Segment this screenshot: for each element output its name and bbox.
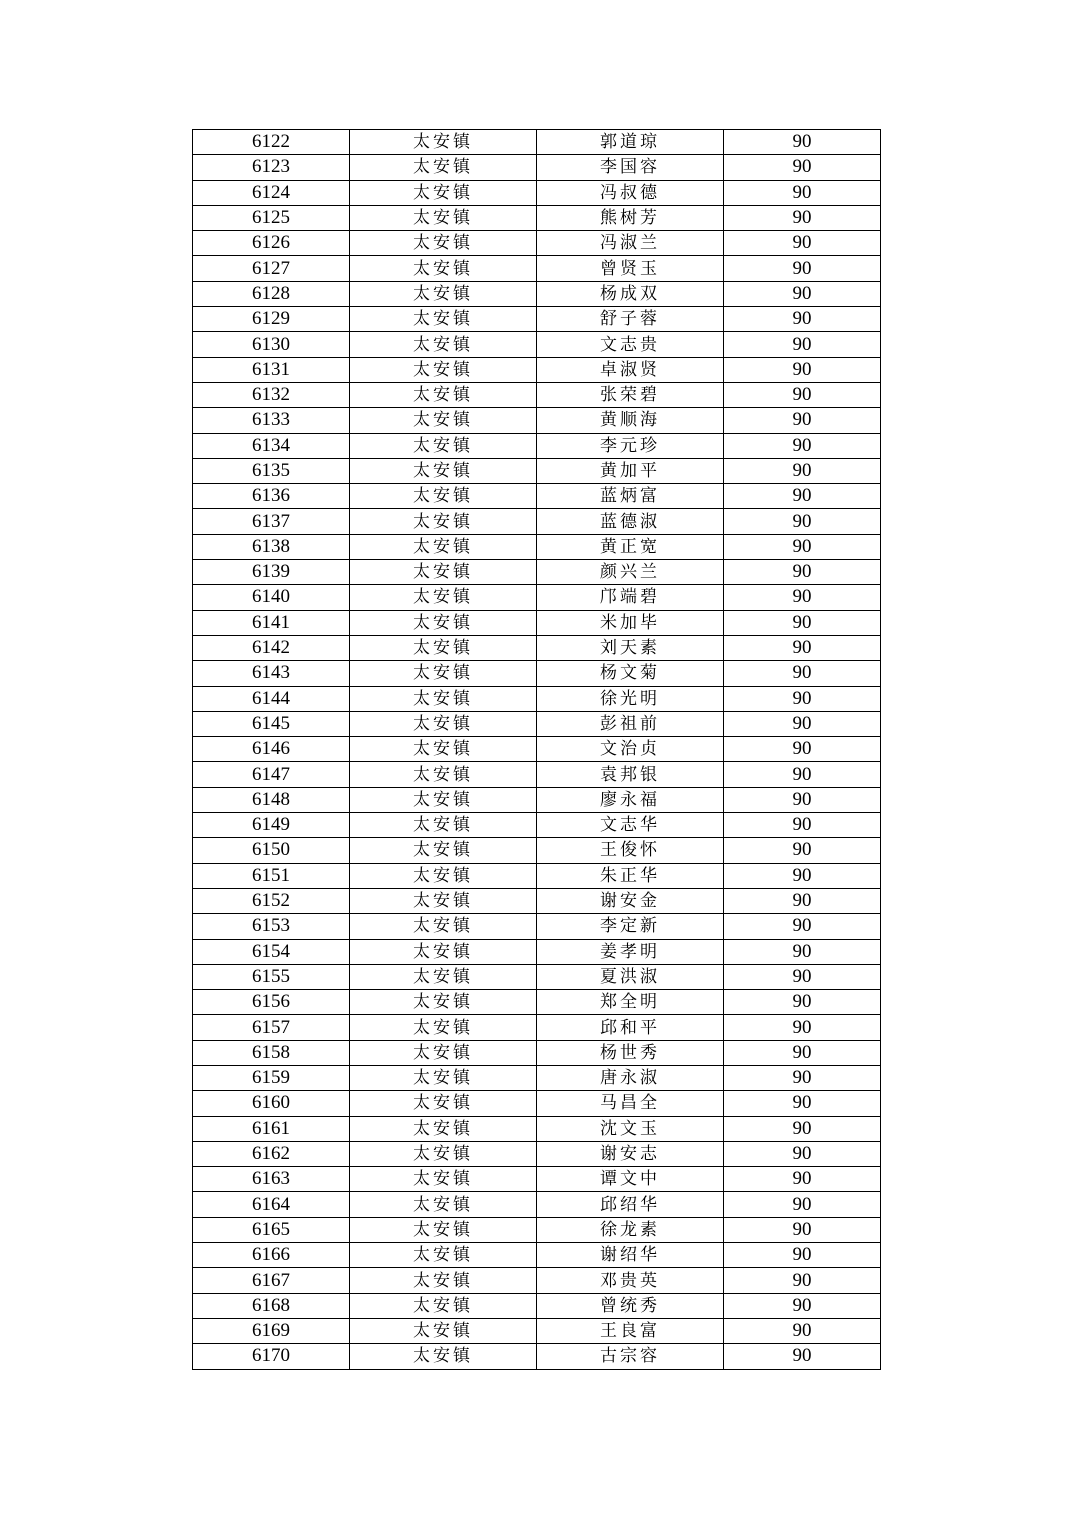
name-cell: 徐龙素 (537, 1217, 724, 1242)
name-cell: 邝端碧 (537, 585, 724, 610)
amount-cell: 90 (724, 711, 881, 736)
name-cell: 李国容 (537, 155, 724, 180)
town-cell: 太安镇 (350, 281, 537, 306)
town-cell: 太安镇 (350, 990, 537, 1015)
name-cell: 邱和平 (537, 1015, 724, 1040)
name-cell: 蓝炳富 (537, 484, 724, 509)
amount-cell: 90 (724, 964, 881, 989)
table-row (193, 686, 881, 711)
serial-number-cell: 6144 (193, 686, 350, 711)
name-cell: 卓淑贤 (537, 357, 724, 382)
amount-cell: 90 (724, 1116, 881, 1141)
amount-cell: 90 (724, 635, 881, 660)
amount-cell: 90 (724, 1344, 881, 1369)
town-cell: 太安镇 (350, 1167, 537, 1192)
town-cell: 太安镇 (350, 914, 537, 939)
name-cell: 曾统秀 (537, 1293, 724, 1318)
serial-number-cell: 6141 (193, 610, 350, 635)
table-row (193, 585, 881, 610)
town-cell: 太安镇 (350, 484, 537, 509)
amount-cell: 90 (724, 914, 881, 939)
serial-number-cell: 6169 (193, 1318, 350, 1343)
name-cell: 朱正华 (537, 863, 724, 888)
table-row (193, 1217, 881, 1242)
name-cell: 谢安金 (537, 888, 724, 913)
amount-cell: 90 (724, 484, 881, 509)
town-cell: 太安镇 (350, 813, 537, 838)
serial-number-cell: 6122 (193, 130, 350, 155)
name-cell: 姜孝明 (537, 939, 724, 964)
name-cell: 蓝德淑 (537, 509, 724, 534)
town-cell: 太安镇 (350, 307, 537, 332)
table-row (193, 458, 881, 483)
town-cell: 太安镇 (350, 382, 537, 407)
name-cell: 邱绍华 (537, 1192, 724, 1217)
serial-number-cell: 6125 (193, 205, 350, 230)
table-row (193, 281, 881, 306)
town-cell: 太安镇 (350, 863, 537, 888)
amount-cell: 90 (724, 1318, 881, 1343)
name-cell: 马昌全 (537, 1091, 724, 1116)
serial-number-cell: 6135 (193, 458, 350, 483)
town-cell: 太安镇 (350, 458, 537, 483)
amount-cell: 90 (724, 1015, 881, 1040)
town-cell: 太安镇 (350, 256, 537, 281)
serial-number-cell: 6131 (193, 357, 350, 382)
amount-cell: 90 (724, 1192, 881, 1217)
town-cell: 太安镇 (350, 635, 537, 660)
town-cell: 太安镇 (350, 711, 537, 736)
town-cell: 太安镇 (350, 509, 537, 534)
table-row (193, 1293, 881, 1318)
town-cell: 太安镇 (350, 888, 537, 913)
name-cell: 杨世秀 (537, 1040, 724, 1065)
amount-cell: 90 (724, 231, 881, 256)
town-cell: 太安镇 (350, 433, 537, 458)
town-cell: 太安镇 (350, 155, 537, 180)
town-cell: 太安镇 (350, 1141, 537, 1166)
name-cell: 邓贵英 (537, 1268, 724, 1293)
amount-cell: 90 (724, 307, 881, 332)
table-row (193, 1040, 881, 1065)
serial-number-cell: 6166 (193, 1243, 350, 1268)
serial-number-cell: 6155 (193, 964, 350, 989)
amount-cell: 90 (724, 560, 881, 585)
table-row (193, 787, 881, 812)
name-cell: 李元珍 (537, 433, 724, 458)
serial-number-cell: 6137 (193, 509, 350, 534)
serial-number-cell: 6139 (193, 560, 350, 585)
amount-cell: 90 (724, 458, 881, 483)
serial-number-cell: 6133 (193, 408, 350, 433)
serial-number-cell: 6140 (193, 585, 350, 610)
serial-number-cell: 6143 (193, 661, 350, 686)
serial-number-cell: 6130 (193, 332, 350, 357)
table-row (193, 509, 881, 534)
serial-number-cell: 6158 (193, 1040, 350, 1065)
serial-number-cell: 6149 (193, 813, 350, 838)
name-cell: 廖永福 (537, 787, 724, 812)
name-cell: 古宗容 (537, 1344, 724, 1369)
roster-table (192, 129, 881, 1370)
amount-cell: 90 (724, 382, 881, 407)
name-cell: 冯叔德 (537, 180, 724, 205)
town-cell: 太安镇 (350, 231, 537, 256)
table-row (193, 484, 881, 509)
table-row (193, 762, 881, 787)
table-row (193, 1167, 881, 1192)
town-cell: 太安镇 (350, 1268, 537, 1293)
town-cell: 太安镇 (350, 1091, 537, 1116)
table-row (193, 408, 881, 433)
name-cell: 谭文中 (537, 1167, 724, 1192)
amount-cell: 90 (724, 1091, 881, 1116)
table-row (193, 205, 881, 230)
amount-cell: 90 (724, 155, 881, 180)
amount-cell: 90 (724, 130, 881, 155)
serial-number-cell: 6138 (193, 534, 350, 559)
amount-cell: 90 (724, 408, 881, 433)
name-cell: 黄加平 (537, 458, 724, 483)
amount-cell: 90 (724, 509, 881, 534)
serial-number-cell: 6152 (193, 888, 350, 913)
name-cell: 冯淑兰 (537, 231, 724, 256)
amount-cell: 90 (724, 433, 881, 458)
town-cell: 太安镇 (350, 560, 537, 585)
serial-number-cell: 6129 (193, 307, 350, 332)
amount-cell: 90 (724, 838, 881, 863)
name-cell: 文志贵 (537, 332, 724, 357)
roster-table-body (193, 130, 881, 1370)
town-cell: 太安镇 (350, 357, 537, 382)
name-cell: 徐光明 (537, 686, 724, 711)
table-row (193, 1192, 881, 1217)
amount-cell: 90 (724, 585, 881, 610)
table-row (193, 1243, 881, 1268)
serial-number-cell: 6123 (193, 155, 350, 180)
serial-number-cell: 6159 (193, 1065, 350, 1090)
serial-number-cell: 6156 (193, 990, 350, 1015)
town-cell: 太安镇 (350, 1040, 537, 1065)
amount-cell: 90 (724, 256, 881, 281)
serial-number-cell: 6150 (193, 838, 350, 863)
amount-cell: 90 (724, 737, 881, 762)
amount-cell: 90 (724, 1268, 881, 1293)
table-row (193, 635, 881, 660)
town-cell: 太安镇 (350, 205, 537, 230)
table-row (193, 711, 881, 736)
name-cell: 文治贞 (537, 737, 724, 762)
name-cell: 颜兴兰 (537, 560, 724, 585)
name-cell: 杨成双 (537, 281, 724, 306)
town-cell: 太安镇 (350, 610, 537, 635)
amount-cell: 90 (724, 1217, 881, 1242)
table-row (193, 813, 881, 838)
serial-number-cell: 6128 (193, 281, 350, 306)
amount-cell: 90 (724, 813, 881, 838)
name-cell: 张荣碧 (537, 382, 724, 407)
amount-cell: 90 (724, 205, 881, 230)
town-cell: 太安镇 (350, 661, 537, 686)
table-row (193, 256, 881, 281)
serial-number-cell: 6164 (193, 1192, 350, 1217)
serial-number-cell: 6162 (193, 1141, 350, 1166)
table-row (193, 382, 881, 407)
table-row (193, 1015, 881, 1040)
amount-cell: 90 (724, 661, 881, 686)
table-row (193, 1268, 881, 1293)
serial-number-cell: 6161 (193, 1116, 350, 1141)
amount-cell: 90 (724, 888, 881, 913)
amount-cell: 90 (724, 939, 881, 964)
table-row (193, 661, 881, 686)
town-cell: 太安镇 (350, 762, 537, 787)
town-cell: 太安镇 (350, 332, 537, 357)
table-row (193, 1344, 881, 1369)
amount-cell: 90 (724, 1167, 881, 1192)
amount-cell: 90 (724, 1243, 881, 1268)
amount-cell: 90 (724, 610, 881, 635)
amount-cell: 90 (724, 863, 881, 888)
serial-number-cell: 6145 (193, 711, 350, 736)
table-row (193, 1091, 881, 1116)
name-cell: 熊树芳 (537, 205, 724, 230)
name-cell: 王良富 (537, 1318, 724, 1343)
serial-number-cell: 6134 (193, 433, 350, 458)
town-cell: 太安镇 (350, 1243, 537, 1268)
amount-cell: 90 (724, 534, 881, 559)
town-cell: 太安镇 (350, 939, 537, 964)
serial-number-cell: 6157 (193, 1015, 350, 1040)
table-row (193, 1116, 881, 1141)
town-cell: 太安镇 (350, 1293, 537, 1318)
serial-number-cell: 6148 (193, 787, 350, 812)
name-cell: 沈文玉 (537, 1116, 724, 1141)
town-cell: 太安镇 (350, 1065, 537, 1090)
town-cell: 太安镇 (350, 737, 537, 762)
town-cell: 太安镇 (350, 787, 537, 812)
table-row (193, 838, 881, 863)
name-cell: 王俊怀 (537, 838, 724, 863)
name-cell: 米加毕 (537, 610, 724, 635)
name-cell: 黄顺海 (537, 408, 724, 433)
table-row (193, 231, 881, 256)
town-cell: 太安镇 (350, 1318, 537, 1343)
table-row (193, 863, 881, 888)
serial-number-cell: 6132 (193, 382, 350, 407)
serial-number-cell: 6136 (193, 484, 350, 509)
amount-cell: 90 (724, 686, 881, 711)
name-cell: 彭祖前 (537, 711, 724, 736)
town-cell: 太安镇 (350, 838, 537, 863)
name-cell: 刘天素 (537, 635, 724, 660)
amount-cell: 90 (724, 281, 881, 306)
amount-cell: 90 (724, 787, 881, 812)
name-cell: 曾贤玉 (537, 256, 724, 281)
table-row (193, 332, 881, 357)
town-cell: 太安镇 (350, 534, 537, 559)
table-row (193, 888, 881, 913)
name-cell: 杨文菊 (537, 661, 724, 686)
town-cell: 太安镇 (350, 1344, 537, 1369)
serial-number-cell: 6146 (193, 737, 350, 762)
town-cell: 太安镇 (350, 686, 537, 711)
town-cell: 太安镇 (350, 1116, 537, 1141)
table-row (193, 155, 881, 180)
serial-number-cell: 6165 (193, 1217, 350, 1242)
amount-cell: 90 (724, 1141, 881, 1166)
serial-number-cell: 6142 (193, 635, 350, 660)
table-row (193, 1065, 881, 1090)
name-cell: 文志华 (537, 813, 724, 838)
table-row (193, 990, 881, 1015)
amount-cell: 90 (724, 1065, 881, 1090)
serial-number-cell: 6127 (193, 256, 350, 281)
serial-number-cell: 6163 (193, 1167, 350, 1192)
serial-number-cell: 6167 (193, 1268, 350, 1293)
serial-number-cell: 6153 (193, 914, 350, 939)
serial-number-cell: 6160 (193, 1091, 350, 1116)
town-cell: 太安镇 (350, 1015, 537, 1040)
table-row (193, 534, 881, 559)
name-cell: 郭道琼 (537, 130, 724, 155)
table-row (193, 939, 881, 964)
serial-number-cell: 6168 (193, 1293, 350, 1318)
town-cell: 太安镇 (350, 180, 537, 205)
table-row (193, 1318, 881, 1343)
table-row (193, 610, 881, 635)
table-row (193, 357, 881, 382)
name-cell: 黄正宽 (537, 534, 724, 559)
town-cell: 太安镇 (350, 1192, 537, 1217)
name-cell: 谢安志 (537, 1141, 724, 1166)
name-cell: 郑全明 (537, 990, 724, 1015)
serial-number-cell: 6151 (193, 863, 350, 888)
name-cell: 夏洪淑 (537, 964, 724, 989)
town-cell: 太安镇 (350, 585, 537, 610)
name-cell: 袁邦银 (537, 762, 724, 787)
amount-cell: 90 (724, 1040, 881, 1065)
town-cell: 太安镇 (350, 1217, 537, 1242)
amount-cell: 90 (724, 180, 881, 205)
name-cell: 舒子蓉 (537, 307, 724, 332)
serial-number-cell: 6170 (193, 1344, 350, 1369)
town-cell: 太安镇 (350, 408, 537, 433)
serial-number-cell: 6154 (193, 939, 350, 964)
table-row (193, 307, 881, 332)
amount-cell: 90 (724, 762, 881, 787)
table-row (193, 737, 881, 762)
table-row (193, 1141, 881, 1166)
amount-cell: 90 (724, 1293, 881, 1318)
table-row (193, 130, 881, 155)
name-cell: 唐永淑 (537, 1065, 724, 1090)
town-cell: 太安镇 (350, 130, 537, 155)
amount-cell: 90 (724, 990, 881, 1015)
table-row (193, 964, 881, 989)
serial-number-cell: 6126 (193, 231, 350, 256)
name-cell: 谢绍华 (537, 1243, 724, 1268)
table-row (193, 914, 881, 939)
serial-number-cell: 6124 (193, 180, 350, 205)
name-cell: 李定新 (537, 914, 724, 939)
table-row (193, 560, 881, 585)
serial-number-cell: 6147 (193, 762, 350, 787)
table-row (193, 180, 881, 205)
table-row (193, 433, 881, 458)
amount-cell: 90 (724, 357, 881, 382)
amount-cell: 90 (724, 332, 881, 357)
town-cell: 太安镇 (350, 964, 537, 989)
